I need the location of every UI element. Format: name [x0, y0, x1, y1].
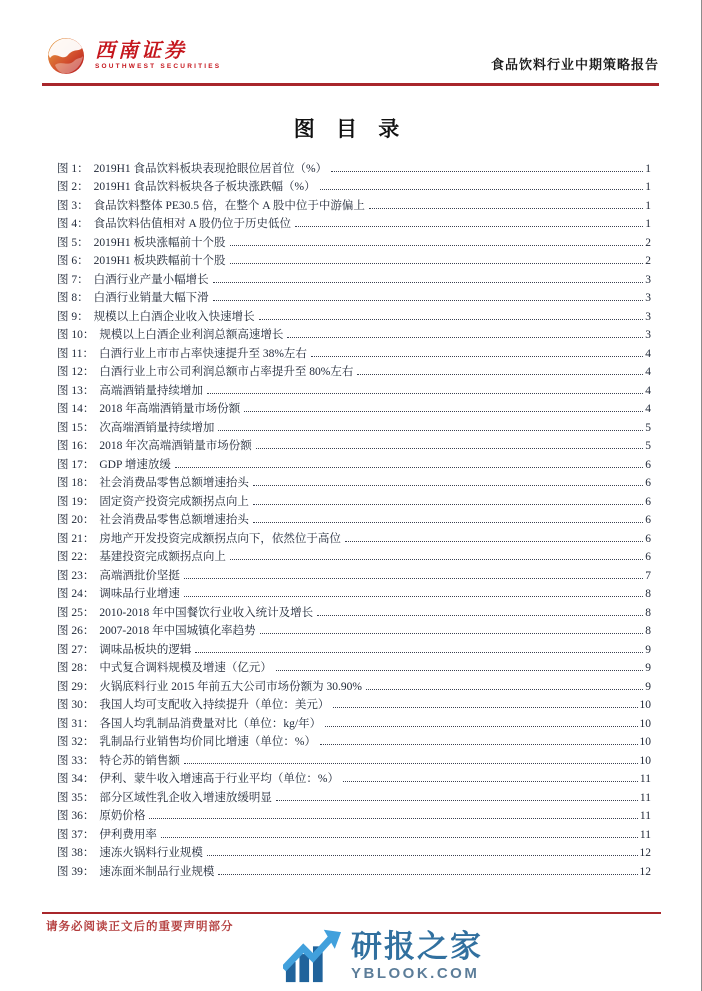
figure-label: 图 11：: [57, 347, 94, 360]
figure-label: 图 3：: [57, 199, 89, 212]
figure-title: 2018 年次高端酒销量市场份额: [99, 440, 252, 452]
page-number: 9: [645, 662, 651, 674]
figure-label: 图 34：: [57, 773, 95, 785]
figure-title: 特仑苏的销售额: [99, 754, 180, 767]
brand-name-en: SOUTHWEST SECURITIES: [95, 63, 222, 71]
figure-title: 白酒行业产量小幅增长: [93, 273, 209, 286]
toc-entry[interactable]: [57, 215, 651, 234]
dotted-leader: [149, 818, 638, 819]
figure-label: 图 12：: [57, 366, 95, 378]
page-number: 4: [645, 366, 651, 378]
toc-entry[interactable]: [57, 752, 651, 771]
swirl-taiji-icon: [46, 36, 86, 76]
figure-title: 原奶价格: [99, 810, 146, 822]
figure-label: 图 22：: [57, 551, 95, 563]
page-number: 1: [645, 181, 651, 193]
figure-title: 2007-2018 年中国城镇化率趋势: [99, 625, 256, 637]
page-number: 2: [645, 236, 651, 249]
figure-label: 图 27：: [57, 643, 95, 656]
toc-entry[interactable]: [57, 585, 651, 604]
page-number: 10: [639, 699, 651, 711]
dotted-leader: [320, 744, 638, 745]
dotted-leader: [253, 522, 643, 523]
toc-entry[interactable]: [57, 289, 651, 308]
page-number: 3: [645, 329, 651, 341]
figure-label: 图 29：: [57, 680, 95, 693]
toc-entry[interactable]: [57, 197, 651, 216]
toc-entry[interactable]: [57, 733, 651, 752]
dotted-leader: [184, 578, 643, 579]
toc-entry[interactable]: [57, 382, 651, 401]
dotted-leader: [331, 171, 643, 172]
figure-title: 各国人均乳制品消费量对比（单位：kg/年）: [99, 717, 322, 730]
page-number: 4: [645, 384, 651, 397]
toc-entry[interactable]: [57, 548, 651, 567]
page-number: 1: [645, 162, 651, 175]
toc-entry[interactable]: [57, 530, 651, 549]
toc-entry[interactable]: [57, 400, 651, 419]
figure-label: 图 18：: [57, 477, 95, 489]
toc-entry[interactable]: [57, 789, 651, 808]
page-number: 12: [639, 847, 651, 859]
figure-label: 图 23：: [57, 569, 95, 582]
dotted-leader: [195, 652, 643, 653]
figure-title: 食品饮料估值相对 A 股仍位于历史低位: [93, 218, 292, 230]
toc-entry[interactable]: [57, 234, 651, 253]
figure-title: 白酒行业销量大幅下滑: [93, 292, 209, 304]
figure-title: 速冻火锅料行业规模: [99, 847, 203, 859]
page-number: 8: [645, 606, 651, 619]
figure-label: 图 39：: [57, 865, 95, 878]
figure-title: 2019H1 食品饮料板块各子板块涨跌幅（%）: [93, 181, 316, 193]
figure-title: 调味品板块的逻辑: [99, 643, 192, 656]
figure-title: 火锅底料行业 2015 年前五大公司市场份额为 30.90%: [99, 680, 362, 693]
dotted-leader: [259, 319, 644, 320]
figure-title: 中式复合调料规模及增速（亿元）: [99, 662, 272, 674]
dotted-leader: [369, 208, 643, 209]
dotted-leader: [276, 670, 643, 671]
page-number: 9: [645, 680, 651, 693]
dotted-leader: [325, 726, 637, 727]
page-number: 6: [645, 514, 651, 526]
dotted-leader: [287, 337, 643, 338]
dotted-leader: [260, 633, 644, 634]
toc-entry[interactable]: [57, 363, 651, 382]
toc-entry[interactable]: [57, 456, 651, 475]
figure-label: 图 35：: [57, 791, 95, 804]
dotted-leader: [184, 596, 643, 597]
figure-title: 2019H1 板块涨幅前十个股: [93, 236, 226, 249]
dotted-leader: [218, 430, 643, 431]
dotted-leader: [207, 393, 643, 394]
header-rule: [42, 83, 659, 86]
toc-entry[interactable]: [57, 770, 651, 789]
page-number: 10: [639, 754, 651, 767]
toc-entry[interactable]: [57, 622, 651, 641]
page-number: 11: [639, 810, 651, 822]
toc-entry[interactable]: [57, 604, 651, 623]
figure-title: 固定资产投资完成额拐点向上: [99, 495, 249, 508]
figure-title: 调味品行业增速: [99, 588, 180, 600]
figure-label: 图 5：: [57, 236, 89, 249]
figure-title: 速冻面米制品行业规模: [99, 865, 215, 878]
toc-entry[interactable]: [57, 178, 651, 197]
figure-title: 规模以上白酒企业利润总额高速增长: [99, 329, 284, 341]
dotted-leader: [253, 504, 643, 505]
toc-entry[interactable]: [57, 567, 651, 586]
figure-title: 伊利、蒙牛收入增速高于行业平均（单位：%）: [99, 773, 339, 785]
report-title: 食品饮料行业中期策略报告: [490, 57, 659, 72]
toc-entry[interactable]: [57, 252, 651, 271]
toc-entry[interactable]: [57, 696, 651, 715]
page-number: 10: [639, 736, 651, 748]
figure-label: 图 14：: [57, 403, 95, 415]
dotted-leader: [184, 763, 638, 764]
figure-label: 图 30：: [57, 699, 95, 711]
watermark-name-en: YBLOOK.COM: [351, 965, 480, 982]
figure-title: 2019H1 板块跌幅前十个股: [93, 255, 226, 267]
figure-label: 图 24：: [57, 588, 95, 600]
page-number: 3: [645, 310, 651, 323]
figure-label: 图 28：: [57, 662, 95, 674]
figure-label: 图 21：: [57, 532, 95, 545]
dotted-leader: [161, 837, 638, 838]
page-number: 1: [645, 199, 651, 212]
dotted-leader: [317, 615, 643, 616]
figure-label: 图 25：: [57, 606, 95, 619]
toc-entry[interactable]: [57, 493, 651, 512]
page-number: 8: [645, 588, 651, 600]
page-number: 10: [639, 717, 651, 730]
toc-entry[interactable]: [57, 863, 651, 882]
toc-entry[interactable]: [57, 715, 651, 734]
page-number: 6: [645, 495, 651, 508]
dotted-leader: [357, 374, 643, 375]
dotted-leader: [218, 874, 637, 875]
figure-label: 图 2：: [57, 181, 89, 193]
page-title: 图 目 录: [293, 116, 408, 141]
toc-entry[interactable]: [57, 511, 651, 530]
figure-title: 社会消费品零售总额增速抬头: [99, 477, 249, 489]
figure-label: 图 6：: [57, 255, 89, 267]
toc-entry[interactable]: [57, 807, 651, 826]
figure-title: 部分区域性乳企收入增速放缓明显: [99, 791, 272, 804]
figure-label: 图 13：: [57, 384, 95, 397]
figure-title: 次高端酒销量持续增加: [99, 421, 215, 434]
figure-label: 图 19：: [57, 495, 95, 508]
figure-label: 图 31：: [57, 717, 95, 730]
page-number: 6: [645, 477, 651, 489]
dotted-leader: [343, 781, 638, 782]
page-number: 6: [645, 458, 651, 471]
toc-entry[interactable]: [57, 641, 651, 660]
figure-title: 规模以上白酒企业收入快速增长: [93, 310, 255, 323]
figure-title: 2018 年高端酒销量市场份额: [99, 403, 241, 415]
dotted-leader: [230, 245, 644, 246]
page-number: 1: [645, 218, 651, 230]
page-number: 11: [639, 773, 651, 785]
watermark-block: [283, 927, 483, 985]
page-number: 2: [645, 255, 651, 267]
page-number: 4: [645, 347, 651, 360]
figure-label: 图 7：: [57, 273, 89, 286]
dotted-leader: [345, 541, 643, 542]
figure-title: 高端酒销量持续增加: [99, 384, 203, 397]
watermark-name-cn: 研报之家: [351, 929, 483, 964]
dotted-leader: [253, 485, 643, 486]
toc-entry[interactable]: [57, 160, 651, 179]
toc-entry[interactable]: [57, 308, 651, 327]
dotted-leader: [244, 411, 643, 412]
page-number: 6: [645, 532, 651, 545]
dotted-leader: [333, 707, 637, 708]
figure-title: 食品饮料整体 PE30.5 倍，在整个 A 股中位于中游偏上: [93, 199, 365, 212]
dotted-leader: [213, 300, 644, 301]
figure-label: 图 8：: [57, 292, 89, 304]
figure-label: 图 17：: [57, 458, 95, 471]
page-number: 3: [645, 273, 651, 286]
disclaimer-text: 请务必阅读正文后的重要声明部分: [46, 921, 234, 933]
page-number: 12: [639, 865, 651, 878]
figure-label: 图 10：: [57, 329, 95, 341]
toc-entry[interactable]: [57, 345, 651, 364]
figure-label: 图 36：: [57, 810, 95, 822]
figure-toc: [57, 160, 651, 882]
dotted-leader: [366, 689, 643, 690]
page-number: 3: [645, 292, 651, 304]
figure-title: 房地产开发投资完成额拐点向下，依然位于高位: [99, 532, 341, 545]
figure-label: 图 16：: [57, 440, 95, 452]
figure-title: 乳制品行业销售均价同比增速（单位：%）: [99, 736, 316, 748]
toc-entry[interactable]: [57, 844, 651, 863]
figure-title: 白酒行业上市市占率快速提升至 38%左右: [98, 347, 307, 360]
figure-title: 我国人均可支配收入持续提升（单位：美元）: [99, 699, 330, 711]
figure-label: 图 33：: [57, 754, 95, 767]
figure-title: 2019H1 食品饮料板块表现抢眼位居首位（%）: [93, 162, 328, 175]
brand-names: [95, 41, 221, 71]
bar-chart-arrow-icon: [283, 927, 341, 985]
brand-block: [46, 36, 221, 76]
toc-entry[interactable]: [57, 271, 651, 290]
watermark-names: [351, 931, 483, 981]
figure-label: 图 4：: [57, 218, 89, 230]
figure-label: 图 38：: [57, 847, 95, 859]
figure-label: 图 26：: [57, 625, 95, 637]
toc-entry[interactable]: [57, 659, 651, 678]
figure-title: 基建投资完成额拐点向上: [99, 551, 226, 563]
page-number: 4: [645, 403, 651, 415]
toc-entry[interactable]: [57, 678, 651, 697]
figure-title: GDP 增速放缓: [99, 458, 171, 471]
page-number: 7: [645, 569, 651, 582]
page-number: 11: [639, 791, 651, 804]
toc-entry[interactable]: [57, 419, 651, 438]
figure-label: 图 1：: [57, 162, 89, 175]
figure-title: 伊利费用率: [99, 828, 157, 841]
figure-label: 图 20：: [57, 514, 95, 526]
dotted-leader: [256, 448, 644, 449]
dotted-leader: [295, 226, 643, 227]
figure-title: 白酒行业上市公司利润总额市占率提升至 80%左右: [99, 366, 354, 378]
toc-entry[interactable]: [57, 437, 651, 456]
page-number: 5: [645, 440, 651, 452]
dotted-leader: [230, 263, 644, 264]
dotted-leader: [230, 559, 643, 560]
dotted-leader: [320, 189, 644, 190]
page-number: 6: [645, 551, 651, 563]
dotted-leader: [276, 800, 638, 801]
page-number: 9: [645, 643, 651, 656]
footer-rule: [42, 912, 661, 914]
figure-label: 图 15：: [57, 421, 95, 434]
brand-name-cn: 西南证券: [95, 40, 187, 63]
page-number: 5: [645, 421, 651, 434]
page-number: 11: [639, 828, 651, 841]
toc-entry[interactable]: [57, 826, 651, 845]
dotted-leader: [311, 356, 643, 357]
toc-entry[interactable]: [57, 474, 651, 493]
dotted-leader: [213, 282, 644, 283]
figure-label: 图 37：: [57, 828, 95, 841]
figure-label: 图 9：: [57, 310, 89, 323]
figure-label: 图 32：: [57, 736, 95, 748]
figure-title: 高端酒批价坚挺: [99, 569, 180, 582]
page-header: [0, 0, 701, 76]
figure-title: 社会消费品零售总额增速抬头: [99, 514, 249, 526]
dotted-leader: [175, 467, 643, 468]
page-number: 8: [645, 625, 651, 637]
dotted-leader: [207, 855, 638, 856]
figure-title: 2010-2018 年中国餐饮行业收入统计及增长: [99, 606, 314, 619]
toc-entry[interactable]: [57, 326, 651, 345]
